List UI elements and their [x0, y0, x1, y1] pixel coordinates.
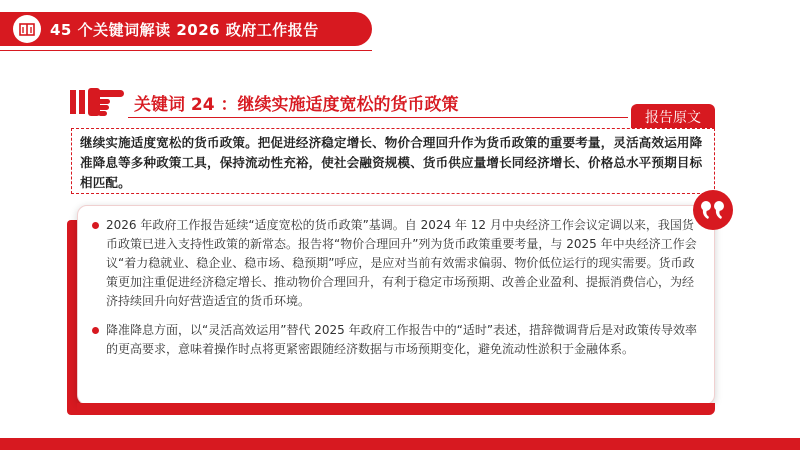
footer-strip: [0, 438, 800, 450]
page-title: 45 个关键词解读 2026 政府工作报告: [50, 21, 319, 39]
report-original-box: [71, 128, 715, 194]
book-icon: [13, 15, 41, 43]
keyword-underline: [128, 117, 628, 118]
analysis-paragraph-text: 2026 年政府工作报告延续“适度宽松的货币政策”基调。自 2024 年 12 月中央经济工作会议定调以来，我国货币政策已进入支持性政策的新常态。报告将“物价合理回升”列为货币政策重要考量，与 2025 年中央经济工作会议“着力稳就业、稳企业、稳市场、稳预期”呼应，是应对当前有效需求偏弱、物价低位运行的现实需要。货币政策更加注重促进经济稳定增长、推动物价合理回升，有利于稳定市场预期、改善企业盈利、提振消费信心，为经济持续回升向好营造适宜的货币环境。: [106, 218, 697, 308]
header-bar: [0, 12, 372, 46]
pointing-hand-icon: [68, 80, 128, 120]
quote-mark-icon: [693, 190, 733, 230]
analysis-paragraph: [92, 216, 698, 311]
analysis-paragraph-text: 降准降息方面，以“灵活高效运用”替代 2025 年政府工作报告中的“适时”表述，措辞微调背后是对政策传导效率的更高要求，意味着操作时点将更紧密跟随经济数据与市场预期变化，避免流动性淤积于金融体系。: [106, 323, 698, 356]
analysis-paragraph: [92, 321, 698, 359]
card-bottom-bar: [77, 403, 715, 415]
header-divider: [0, 50, 372, 51]
analysis-card: [77, 205, 715, 405]
bullet-dot: [92, 327, 99, 334]
report-original-tab: 报告原文: [631, 104, 715, 132]
keyword-title: 关键词 24 ：继续实施适度宽松的货币政策: [134, 95, 459, 115]
report-original-text: 继续实施适度宽松的货币政策。把促进经济稳定增长、物价合理回升作为货币政策的重要考量，灵活高效运用降准降息等多种政策工具，保持流动性充裕，使社会融资规模、货币供应量增长同经济增长、价格总水平预期目标相匹配。: [80, 135, 703, 190]
bullet-dot: [92, 222, 99, 229]
